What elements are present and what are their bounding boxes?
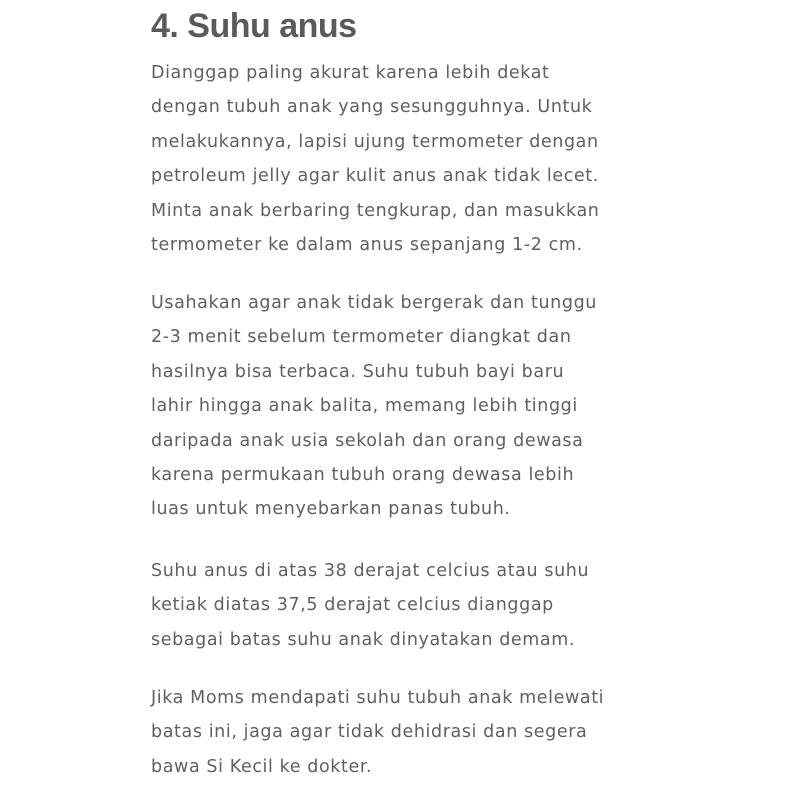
text-line: sebagai batas suhu anak dinyatakan demam. — [151, 629, 576, 650]
text-line: Suhu anus di atas 38 derajat celcius atau suhu — [151, 561, 590, 581]
section-heading: 4. Suhu anus — [151, 7, 357, 45]
text-line: Jika Moms mendapati suhu tubuh anak melewati — [151, 688, 605, 708]
paragraph-advice — [151, 681, 604, 784]
text-line: batas ini, jaga agar tidak dehidrasi dan segera — [151, 722, 588, 743]
text-line: bawa Si Kecil ke dokter. — [151, 756, 373, 777]
text-line: ketiak diatas 37,5 derajat celcius dianggap — [151, 595, 554, 616]
text-line: 2-3 menit sebelum termometer diangkat dan — [151, 327, 572, 348]
text-line: dengan tubuh anak yang sesungguhnya. Untuk — [151, 97, 593, 118]
text-line: termometer ke dalam anus sepanjang 1-2 cm. — [151, 235, 583, 256]
text-line: luas untuk menyebarkan panas tubuh. — [151, 499, 511, 520]
text-line: melakukannya, lapisi ujung termometer dengan — [151, 131, 599, 152]
paragraph-fever-threshold — [151, 554, 589, 657]
paragraph-waiting-time — [151, 286, 597, 527]
text-line: Dianggap paling akurat karena lebih dekat — [151, 63, 550, 83]
text-line: Minta anak berbaring tengkurap, dan masukkan — [151, 200, 600, 221]
paragraph-measurement-method — [151, 56, 599, 262]
text-line: Usahakan agar anak tidak bergerak dan tunggu — [151, 293, 597, 313]
text-line: petroleum jelly agar kulit anus anak tidak lecet. — [151, 166, 599, 187]
text-line: daripada anak usia sekolah dan orang dewasa — [151, 430, 584, 451]
text-line: hasilnya bisa terbaca. Suhu tubuh bayi baru — [151, 361, 565, 382]
text-line: lahir hingga anak balita, memang lebih tinggi — [151, 396, 578, 417]
text-line: karena permukaan tubuh orang dewasa lebih — [151, 465, 575, 486]
